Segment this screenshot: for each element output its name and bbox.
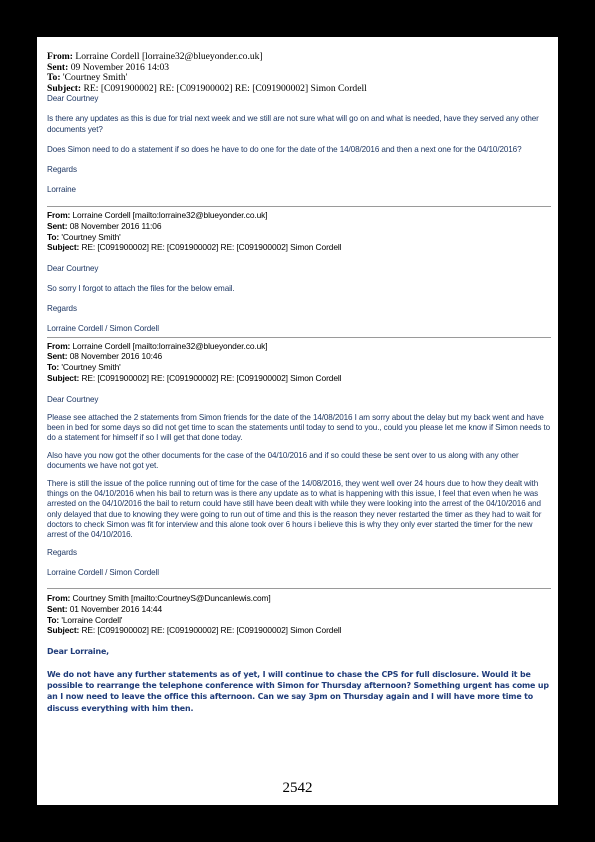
closing: Regards	[47, 547, 77, 557]
closing: Regards	[47, 304, 77, 314]
sent-value: 01 November 2016 14:44	[69, 603, 163, 614]
paragraph: Please see attached the 2 statements from Simon friends for the date of the 14/08/2016 I am sorry about the delay but my back went and have been in bed for some days so did not get time to scan the statements until today to send to you., could you please let me know if Simon needs to do a statement for himself if so I will get that done today.	[47, 412, 551, 442]
email-header-1: From: Lorraine Cordell [lorraine32@blueyonder.co.uk] Sent: 09 November 2016 14:03 To: 'Courtney Smith' Subject: RE: [C091900002] RE: [C091900002] RE: [C091900002] Simon Cordell	[47, 51, 367, 94]
sent-value: 08 November 2016 11:06	[69, 220, 162, 231]
email-header-2: From: Lorraine Cordell [mailto:lorraine32@blueyonder.co.uk] Sent: 08 November 2016 11:06 To: 'Courtney Smith' Subject: RE: [C091900002] RE: [C091900002] RE: [C091900002] Simon Cordell	[47, 209, 342, 253]
email-body-2	[47, 253, 551, 334]
signature: Lorraine	[47, 184, 76, 194]
to-value: 'Lorraine Cordell'	[61, 614, 123, 625]
from-value: Lorraine Cordell [lorraine32@blueyonder.co.uk]	[75, 51, 263, 62]
from-value: Courtney Smith [mailto:CourtneyS@Duncanlewis.com]	[72, 593, 271, 603]
paragraph: We do not have any further statements as of yet, I will continue to chase the CPS for full disclosure. Would it be possible to rearrange the telephone conference with Simon for Thursday afternoon? Something urgent has come up an I now need to leave the office this afternoon. Can we say 3pm on Thursday again and I will have more time to discuss everything with him then.	[47, 669, 549, 713]
email-body-3	[47, 384, 551, 578]
greeting: Dear Courtney	[47, 394, 99, 404]
email-body-1	[47, 94, 551, 195]
page-number: 2542	[282, 780, 313, 796]
greeting: Dear Lorraine,	[47, 647, 109, 657]
from-value: Lorraine Cordell [mailto:lorraine32@blueyonder.co.uk]	[72, 209, 268, 220]
email-thread	[47, 52, 551, 714]
subject-value: RE: [C091900002] RE: [C091900002] RE: [C091900002] Simon Cordell	[83, 82, 367, 94]
paragraph: Does Simon need to do a statement if so does he have to do one for the date of the 14/08/2016 and then a next one for the 04/10/2016?	[47, 144, 522, 154]
signature: Lorraine Cordell / Simon Cordell	[47, 324, 159, 334]
sent-value: 09 November 2016 14:03	[70, 61, 170, 73]
to-value: 'Courtney Smith'	[61, 231, 121, 242]
to-value: 'Courtney Smith'	[62, 72, 128, 84]
email-body-4	[47, 636, 551, 714]
from-value: Lorraine Cordell [mailto:lorraine32@blueyonder.co.uk]	[72, 340, 268, 351]
greeting: Dear Courtney	[47, 264, 99, 274]
email-header-4: From: Courtney Smith [mailto:CourtneyS@Duncanlewis.com] Sent: 01 November 2016 14:44 To: 'Lorraine Cordell' Subject: RE: [C091900002] RE: [C091900002] RE: [C091900002] Simon Cordell	[47, 593, 342, 636]
greeting: Dear Courtney	[47, 94, 99, 104]
document-page	[37, 37, 558, 805]
subject-value: RE: [C091900002] RE: [C091900002] RE: [C091900002] Simon Cordell	[81, 242, 342, 253]
signature: Lorraine Cordell / Simon Cordell	[47, 567, 159, 577]
to-value: 'Courtney Smith'	[61, 362, 121, 373]
subject-value: RE: [C091900002] RE: [C091900002] RE: [C091900002] Simon Cordell	[81, 372, 342, 383]
subject-value: RE: [C091900002] RE: [C091900002] RE: [C091900002] Simon Cordell	[81, 625, 342, 636]
closing: Regards	[47, 164, 77, 174]
email-header-3: From: Lorraine Cordell [mailto:lorraine32@blueyonder.co.uk] Sent: 08 November 2016 10:46 To: 'Courtney Smith' Subject: RE: [C091900002] RE: [C091900002] RE: [C091900002] Simon Cordell	[47, 340, 342, 383]
sent-value: 08 November 2016 10:46	[69, 351, 163, 362]
paragraph: Also have you now got the other documents for the case of the 04/10/2016 and if so could these be sent over to us along with any other documents we have not got yet.	[47, 451, 519, 471]
paragraph: There is still the issue of the police running out of time for the case of the 14/08/2016, they went well over 24 hours due to how they dealt with things on the 04/10/2016 when his bail to return was is there any update as to what is happening with this issue, I feel that even when he was arrested on the 04/10/2016 the bail to return could have still have been dealt with while they were looking into the arrest of the 04/10/2016 and only delayed that due to knowing they were going to run out of time and this is the reason they never restarted the timer as they had to wait for doctors to check Simon was fit for interview and this alone took over 6 hours i believe this is why they only ever started the timer for the new arrest of the 04/10/2016.	[47, 479, 542, 539]
paragraph: Is there any updates as this is due for trial next week and we still are not sure what will go on and what is needed, have they served any other documents yet?	[47, 114, 539, 134]
paragraph: So sorry I forgot to attach the files for the below email.	[47, 284, 235, 294]
